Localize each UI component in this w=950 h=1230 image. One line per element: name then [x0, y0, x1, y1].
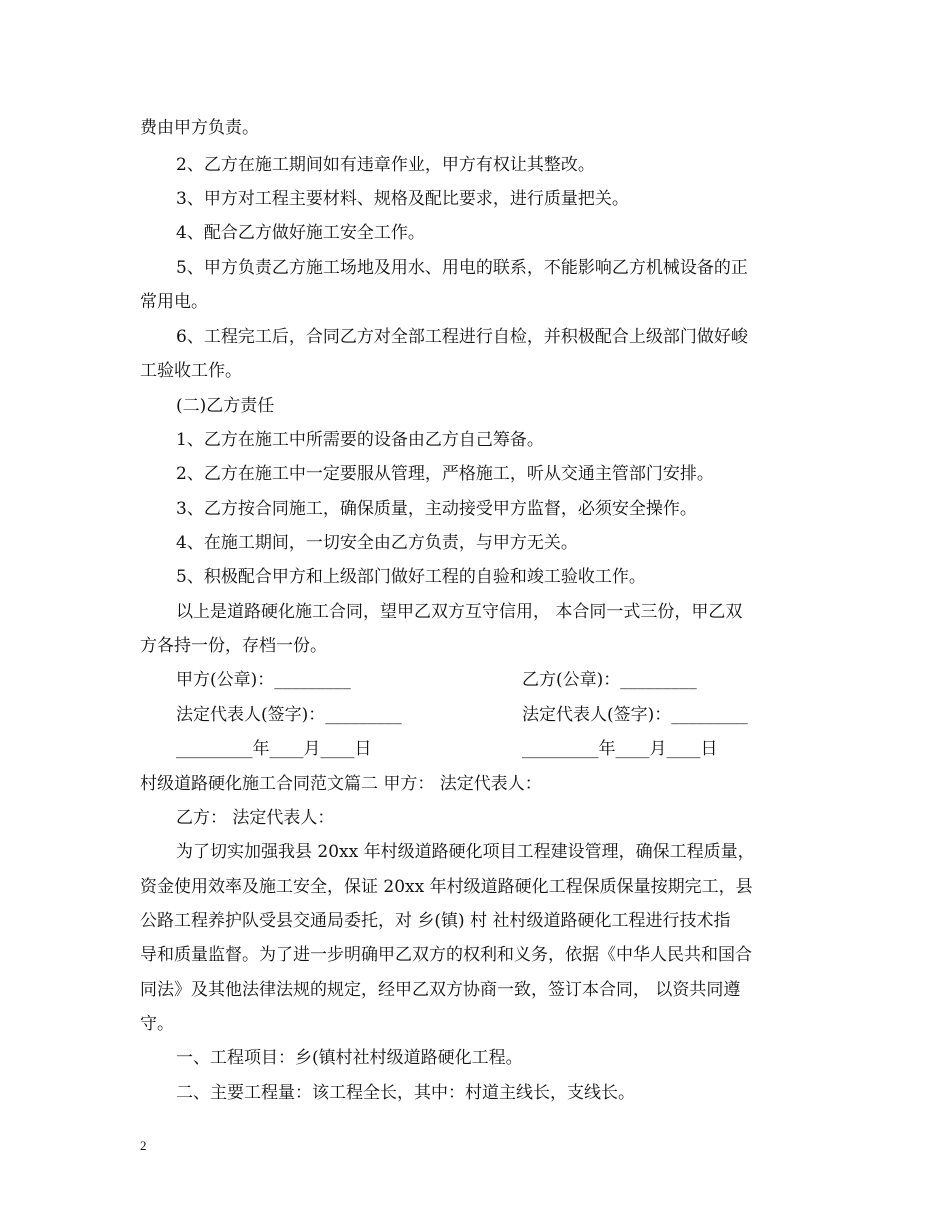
text-line: 资金使用效率及施工安全，保证 20xx 年村级道路硬化工程保质保量按期完工，县: [140, 877, 753, 897]
text-line: 一、工程项目：乡(镇村社村级道路硬化工程。: [176, 1048, 523, 1068]
text-line: 常用电。: [140, 292, 208, 312]
text-line: 4、在施工期间，一切安全由乙方负责，与甲方无关。: [176, 533, 578, 553]
text-line: 4、配合乙方做好施工安全工作。: [176, 223, 425, 243]
document-title-line: 村级道路硬化施工合同范文篇二 甲方： 法定代表人：: [140, 774, 542, 794]
party-b-seal: 乙方(公章)：_________: [522, 670, 697, 690]
page-number: 2: [140, 1138, 147, 1153]
text-line: 为了切实加强我县 20xx 年村级道路硬化项目工程建设管理，确保工程质量，: [176, 842, 755, 862]
text-line: 费由甲方负责。: [140, 118, 259, 138]
text-line: 6、工程完工后，合同乙方对全部工程进行自检，并积极配合上级部门做好峻: [176, 327, 748, 347]
text-line: 方各持一份，存档一份。: [140, 636, 327, 656]
text-line: 1、乙方在施工中所需要的设备由乙方自己筹备。: [176, 430, 544, 450]
text-line: 以上是道路硬化施工合同，望甲乙双方互守信用， 本合同一式三份，甲乙双: [176, 602, 743, 622]
text-line: 5、积极配合甲方和上级部门做好工程的自验和竣工验收工作。: [176, 567, 646, 587]
party-a-representative: 法定代表人(签字)：_________: [176, 705, 402, 725]
text-line: 2、乙方在施工期间如有违章作业，甲方有权让其整改。: [176, 155, 595, 175]
party-b-representative: 法定代表人(签字)：_________: [522, 705, 748, 725]
party-b-date: _________年____月____日: [522, 739, 718, 759]
text-line: 5、甲方负责乙方施工场地及用水、用电的联系，不能影响乙方机械设备的正: [176, 258, 748, 278]
text-line: 3、乙方按合同施工，确保质量，主动接受甲方监督，必须安全操作。: [176, 499, 697, 519]
text-line: 公路工程养护队受县交通局委托，对 乡(镇) 村 社村级道路硬化工程进行技术指: [140, 911, 731, 931]
text-line: 二、主要工程量：该工程全长，其中：村道主线长，支线长。: [176, 1083, 635, 1103]
text-line: 守。: [140, 1014, 174, 1034]
text-line: 乙方： 法定代表人：: [176, 808, 335, 828]
text-line: 工验收工作。: [140, 361, 242, 381]
party-a-date: _________年____月____日: [176, 739, 372, 759]
party-a-seal: 甲方(公章)：_________: [176, 670, 351, 690]
section-heading: (二)乙方责任: [176, 396, 275, 416]
text-line: 导和质量监督。为了进一步明确甲乙双方的权利和义务，依据《中华人民共和国合: [140, 945, 752, 965]
text-line: 3、甲方对工程主要材料、规格及配比要求，进行质量把关。: [176, 189, 629, 209]
text-line: 同法》及其他法律法规的规定，经甲乙双方协商一致，签订本合同， 以资共同遵: [140, 980, 741, 1000]
text-line: 2、乙方在施工中一定要服从管理，严格施工，听从交通主管部门安排。: [176, 464, 714, 484]
